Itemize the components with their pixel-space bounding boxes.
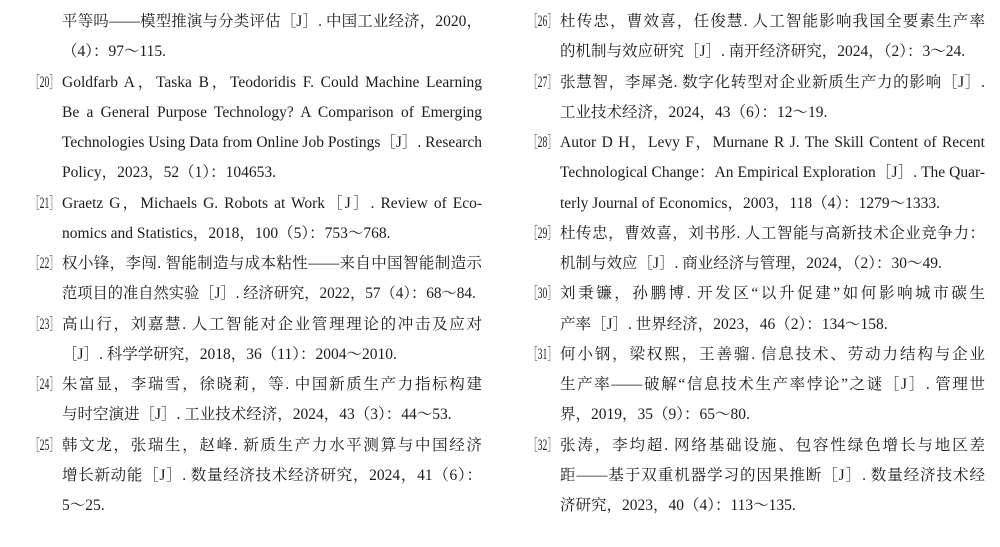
reference-line: （4）：97～115.: [62, 43, 167, 61]
reference-text: [62, 7, 482, 68]
reference-label: [528, 431, 560, 461]
reference-text: [62, 68, 482, 189]
reference-text: [62, 310, 482, 371]
reference-line: 产率［J］. 世界经济，2023，46（2）：134～158.: [560, 315, 888, 333]
reference-line: 杜传忠，曹效喜，任俊慧. 人工智能影响我国全要素生产率: [560, 13, 985, 30]
reference-line: 韩文龙，张瑞生，赵峰. 新质生产力水平测算与中国经济: [62, 436, 482, 454]
reference-19-continuation: [30, 7, 482, 68]
reference-line: 界，2019，35（9）：65～80.: [560, 406, 750, 424]
reference-29: [528, 219, 985, 280]
reference-label-text: ［24］: [30, 376, 59, 393]
reference-text: [560, 340, 985, 431]
reference-label-text: ［27］: [528, 73, 557, 91]
reference-text: [62, 189, 482, 250]
reference-label-text: ［25］: [30, 436, 59, 454]
reference-line: 5～25.: [62, 497, 105, 514]
reference-line: nomics and Statistics，2018，100（5）：753～768.: [62, 224, 391, 242]
reference-line: 的机制与效应研究［J］. 南开经济研究，2024，（2）：3～24.: [560, 43, 966, 61]
reference-line: 增长新动能［J］. 数量经济技术经济研究，2024，41（6）：: [62, 466, 482, 484]
reference-line: 平等吗——模型推演与分类评估［J］. 中国工业经济，2020，: [62, 13, 482, 30]
reference-line: 范项目的准自然实验［J］. 经济研究，2022，57（4）：68～84.: [62, 285, 476, 303]
reference-line: ［J］. 科学学研究，2018，36（11）：2004～2010.: [62, 345, 397, 363]
reference-20: [30, 68, 482, 189]
reference-text: [62, 431, 482, 522]
reference-text: [560, 219, 985, 280]
reference-line: Technologies Using Data from Online Job Postings［J］. Research: [62, 134, 482, 151]
reference-28: [528, 128, 985, 219]
reference-label-text: ［21］: [30, 194, 59, 212]
reference-25: [30, 431, 482, 522]
reference-line: 高山行，刘嘉慧. 人工智能对企业管理理论的冲击及应对: [62, 315, 482, 333]
reference-label-text: ［23］: [30, 315, 59, 333]
reference-text: [62, 249, 482, 310]
reference-label: [30, 249, 62, 279]
reference-label: [528, 340, 560, 370]
reference-30: [528, 279, 985, 340]
reference-label: [30, 310, 62, 340]
reference-line: Be a General Purpose Technology? A Comparison of Emerging: [62, 103, 482, 121]
reference-line: 杜传忠，曹效喜，刘书彤. 人工智能与高新技术企业竞争力：: [560, 224, 985, 242]
reference-label: [30, 431, 62, 461]
reference-label: [528, 128, 560, 158]
reference-line: Technological Change：An Empirical Exploration［J］. The Quar-: [560, 164, 985, 182]
reference-32: [528, 431, 985, 522]
reference-line: 距——基于双重机器学习的因果推断［J］. 数量经济技术经: [560, 466, 985, 484]
reference-label-text: ［29］: [528, 224, 557, 242]
reference-21: [30, 189, 482, 250]
reference-label: [30, 189, 62, 219]
reference-label-text: ［28］: [528, 134, 557, 151]
reference-line: 工业技术经济，2024，43（6）：12～19.: [560, 103, 828, 121]
reference-line: Goldfarb A，Taska B，Teodoridis F. Could Machine Learning: [62, 73, 482, 91]
reference-label-text: ［30］: [528, 285, 557, 303]
reference-label-spacer: [30, 7, 62, 37]
reference-line: 朱富显，李瑞雪，徐晓莉，等. 中国新质生产力指标构建: [62, 376, 482, 393]
reference-26: [528, 7, 985, 68]
reference-label: [528, 68, 560, 98]
reference-text: [560, 431, 985, 522]
reference-label: [30, 370, 62, 400]
reference-line: 济研究，2023，40（4）：113～135.: [560, 497, 796, 514]
reference-label-text: ［20］: [30, 73, 59, 91]
reference-line: 机制与效应［J］. 商业经济与管理，2024，（2）：30～49.: [560, 255, 942, 272]
reference-line: Policy，2023，52（1）：104653.: [62, 164, 276, 182]
reference-column-left: [30, 7, 482, 521]
reference-line: 张慧智，李犀尧. 数字化转型对企业新质生产力的影响［J］.: [560, 73, 985, 91]
reference-27: [528, 68, 985, 129]
reference-24: [30, 370, 482, 431]
reference-22: [30, 249, 482, 310]
reference-label-text: ［31］: [528, 345, 557, 363]
reference-text: [62, 370, 482, 431]
reference-line: 何小钢，梁权熙，王善骝. 信息技术、劳动力结构与企业: [560, 345, 985, 363]
reference-line: 刘秉镰，孙鹏博. 开发区“以升促建”如何影响城市碳生: [560, 285, 985, 303]
reference-line: 与时空演进［J］. 工业技术经济，2024，43（3）：44～53.: [62, 406, 452, 424]
reference-text: [560, 279, 985, 340]
reference-23: [30, 310, 482, 371]
reference-label: [528, 7, 560, 37]
reference-line: Autor D H，Levy F，Murnane R J. The Skill Content of Recent: [560, 134, 985, 151]
reference-label: [30, 68, 62, 98]
reference-text: [560, 68, 985, 129]
reference-text: [560, 7, 985, 68]
reference-label-text: ［32］: [528, 436, 557, 454]
reference-label: [528, 219, 560, 249]
reference-line: Graetz G，Michaels G. Robots at Work［J］. Review of Eco-: [62, 194, 482, 212]
reference-line: 张涛，李均超. 网络基础设施、包容性绿色增长与地区差: [560, 436, 985, 454]
reference-line: terly Journal of Economics，2003，118（4）：1279～1333.: [560, 194, 940, 212]
reference-label: [528, 279, 560, 309]
reference-line: 权小锋，李闯. 智能制造与成本粘性——来自中国智能制造示: [62, 255, 482, 272]
reference-line: 生产率——破解“信息技术生产率悖论”之谜［J］. 管理世: [560, 376, 985, 393]
reference-31: [528, 340, 985, 431]
reference-label-text: ［22］: [30, 255, 59, 272]
reference-label-text: ［26］: [528, 13, 557, 30]
reference-text: [560, 128, 985, 219]
reference-column-right: [528, 7, 985, 521]
